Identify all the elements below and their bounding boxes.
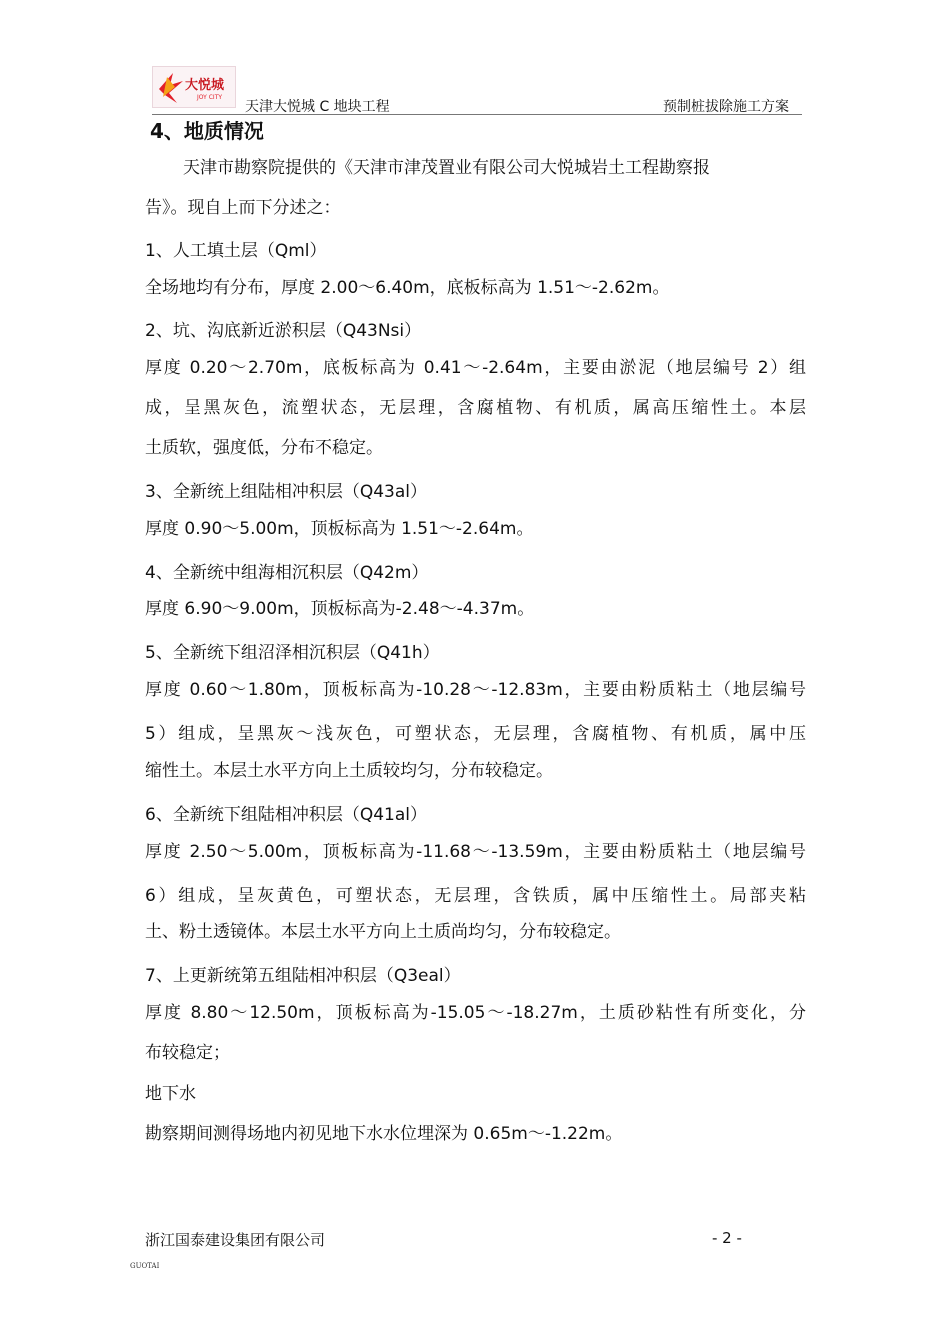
layer-6-line-3: 土、粉土透镜体。本层土水平方向上土质尚均匀，分布较稳定。: [145, 922, 621, 942]
layer-6-heading: 6、全新统下组陆相冲积层（Q41al）: [145, 805, 427, 825]
layer-3-line-1: 厚度 0.90～5.00m，顶板标高为 1.51～-2.64m。: [145, 519, 534, 539]
layer-7-line-2: 布较稳定；: [145, 1043, 230, 1063]
footer-stamp-text: GUOTAI: [130, 1262, 160, 1270]
layer-5-line-1: 厚度 0.60～1.80m，顶板标高为-10.28～-12.83m，主要由粉质粘土（地层编号: [145, 680, 806, 700]
layer-2-line-1: 厚度 0.20～2.70m，底板标高为 0.41～-2.64m，主要由淤泥（地层编号 2）组: [145, 358, 806, 378]
layer-6-line-1: 厚度 2.50～5.00m，顶板标高为-11.68～-13.59m，主要由粉质粘土（地层编号: [145, 842, 806, 862]
footer-company-name: 浙江国泰建设集团有限公司: [145, 1231, 326, 1249]
intro-line-2: 告》。现自上而下分述之：: [145, 198, 341, 218]
layer-3-heading: 3、全新统上组陆相冲积层（Q43al）: [145, 482, 427, 502]
layer-2-line-3: 土质软，强度低，分布不稳定。: [145, 438, 383, 458]
layer-7-heading: 7、上更新统第五组陆相冲积层（Q3eal）: [145, 966, 461, 986]
layer-1-line-1: 全场地均有分布，厚度 2.00～6.40m，底板标高为 1.51～-2.62m。: [145, 278, 670, 298]
layer-5-heading: 5、全新统下组沼泽相沉积层（Q41h）: [145, 643, 440, 663]
header-document-title: 预制桩拔除施工方案: [663, 99, 789, 115]
layer-4-heading: 4、全新统中组海相沉积层（Q42m）: [145, 563, 429, 583]
layer-1-heading: 1、人工填土层（Qml）: [145, 241, 327, 261]
company-logo: [152, 66, 236, 108]
header-project-name: 天津大悦城 C 地块工程: [245, 99, 390, 115]
page-number: - 2 -: [712, 1229, 742, 1247]
layer-7-line-1: 厚度 8.80～12.50m，顶板标高为-15.05～-18.27m，土质砂粘性有所变化，分: [145, 1003, 806, 1023]
layer-6-line-2: 6）组成，呈灰黄色，可塑状态，无层理，含铁质，属中压缩性土。局部夹粘: [145, 886, 806, 906]
logo-subtext: JOY CITY: [197, 94, 223, 101]
logo-text: 大悦城: [185, 78, 225, 93]
groundwater-text: 勘察期间测得场地内初见地下水水位埋深为 0.65m～-1.22m。: [145, 1124, 623, 1144]
layer-5-line-3: 缩性土。本层土水平方向上土质较均匀，分布较稳定。: [145, 761, 553, 781]
layer-4-line-1: 厚度 6.90～9.00m，顶板标高为-2.48～-4.37m。: [145, 599, 535, 619]
layer-2-heading: 2、坑、沟底新近淤积层（Q43Nsi）: [145, 321, 422, 341]
groundwater-heading: 地下水: [145, 1084, 196, 1104]
intro-line-1: 天津市勘察院提供的《天津市津茂置业有限公司大悦城岩土工程勘察报: [183, 158, 710, 178]
layer-5-line-2: 5）组成，呈黑灰～浅灰色，可塑状态，无层理，含腐植物、有机质，属中压: [145, 724, 806, 744]
section-title: 4、地质情况: [150, 119, 264, 143]
layer-2-line-2: 成，呈黑灰色，流塑状态，无层理，含腐植物、有机质，属高压缩性土。本层: [145, 398, 806, 418]
